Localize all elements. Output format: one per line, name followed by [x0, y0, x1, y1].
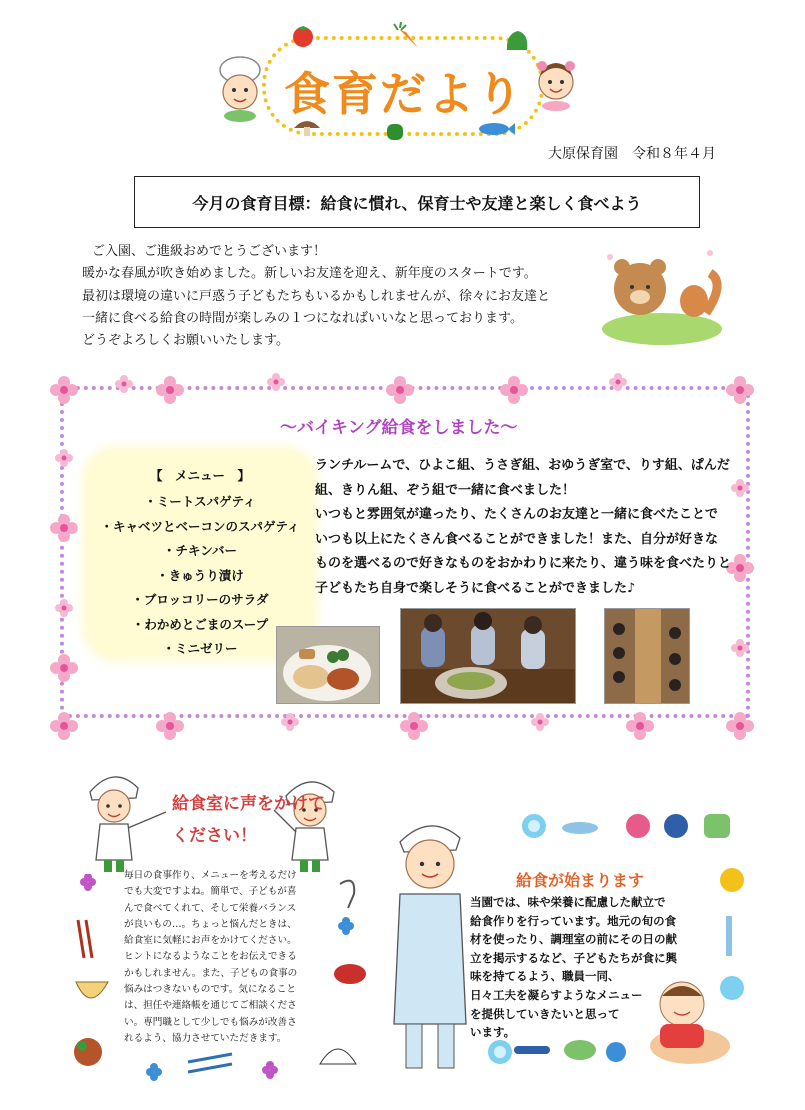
- report-line: いつも以上にたくさん食べることができました！また、自分が好きな: [315, 531, 719, 547]
- menu-item: ・わかめとごまのスープ: [131, 616, 269, 632]
- report-line: ランチルームで、ひよこ組、うさぎ組、おゆうぎ室で、りす組、ぱんだ: [315, 458, 730, 473]
- nursery-name: 大原保育園: [548, 146, 618, 162]
- report-line: ものを選べるので好きなものをおかわりに来たり、違う味を食べたりと: [315, 556, 732, 572]
- intro-line: 暖かな春風が吹き始めました。新しいお友達を迎え、新年度のスタートです。: [82, 266, 537, 282]
- children-serving-photo: [400, 608, 576, 704]
- intro-text: [82, 241, 602, 352]
- food-plate-photo: [276, 626, 380, 704]
- chef-boy-illustration: [210, 54, 270, 124]
- report-line: 子どもたち自身で楽しそうに食べることができました♪: [315, 580, 636, 596]
- viking-report: [315, 454, 735, 602]
- tomato-icon: [290, 22, 316, 48]
- report-line: いつもと雰囲気が違ったり、たくさんのお友達と一緒に食べたことで: [315, 507, 719, 523]
- menu-item: ・ミートスパゲティ: [144, 494, 256, 509]
- kitchen-message: 毎日の食事作り、メニューを考えるだけでも大変ですよね。簡単で、子どもが喜んで食べてくれて、そして栄養バランスが良いもの…。ちょっと悩んだときは、給食室に気軽にお声をかけてください。ヒントになるようなことをお伝えできるかもしれません。また、子どもの食事の悩みはつきないものです。気になることは、担任や連絡帳を通じてご相談ください。専門職として少しでも悩みが改善されるよう、協力させていただきます。: [124, 870, 298, 1044]
- intro-line: 一緒に食べる給食の時間が楽しみの１つになればいいなと思っております。: [82, 310, 523, 326]
- lunchroom-photo: [604, 608, 690, 704]
- cook-left-illustration: [74, 764, 174, 874]
- intro-line: どうぞよろしくお願いいたします。: [82, 333, 289, 349]
- lunch-line: 日々工夫を凝らすようなメニュー: [470, 987, 643, 1002]
- lunch-line: を提供していきたいと思って: [470, 1006, 620, 1021]
- issuer-line: [548, 143, 716, 163]
- staff-woman-illustration: [380, 808, 480, 1078]
- menu-item: ・きゅうり漬け: [156, 567, 244, 583]
- newsletter-title: 食育だより: [284, 67, 524, 121]
- kitchen-doodles-decoration: [70, 874, 370, 1104]
- report-line: 組、きりん組、ぞう組で一緒に食べました！: [315, 482, 576, 498]
- lunch-message: [470, 893, 740, 1042]
- menu-header: 【 メニュー 】: [149, 468, 250, 483]
- menu-box: [90, 454, 310, 654]
- lunch-title: 給食が始まります: [516, 871, 645, 890]
- monthly-goal: 今月の食育目標：給食に慣れ、保育士や友達と楽しく食べよう: [134, 176, 700, 228]
- viking-title: ～バイキング給食をしました～: [280, 418, 518, 438]
- kitchen-title: 給食室に声をかけてください！: [172, 794, 325, 846]
- bear-squirrel-illustration: [598, 243, 728, 347]
- lunch-line: 当園では、味や栄養に配慮した献立で: [470, 895, 666, 909]
- lunch-line: 味を持てるよう、職員一同、: [470, 969, 620, 984]
- issue-date: 令和８年４月: [632, 146, 716, 162]
- lunch-line: います。: [470, 1025, 516, 1040]
- lunch-line: 材を使ったり、調理室の前にその日の献: [470, 932, 677, 947]
- menu-item: ・キャベツとベーコンのスパゲティ: [100, 518, 300, 534]
- menu-item: ・ブロッコリーのサラダ: [131, 592, 269, 607]
- intro-line: ご入園、ご進級おめでとうございます！: [92, 244, 327, 259]
- girl-illustration: [530, 58, 582, 114]
- carrot-icon: [392, 22, 422, 52]
- lettuce-icon: [504, 28, 530, 54]
- intro-line: 最初は環境の違いに戸惑う子どもたちもいるかもしれませんが、徐々にお友達と: [82, 288, 551, 304]
- menu-item: ・チキンバー: [162, 543, 237, 558]
- lunch-line: 給食作りを行っています。地元の旬の食: [470, 913, 677, 928]
- lunch-line: 立を掲示するなど、子どもたちが食に興: [470, 950, 677, 965]
- menu-item: ・ミニゼリー: [162, 641, 238, 656]
